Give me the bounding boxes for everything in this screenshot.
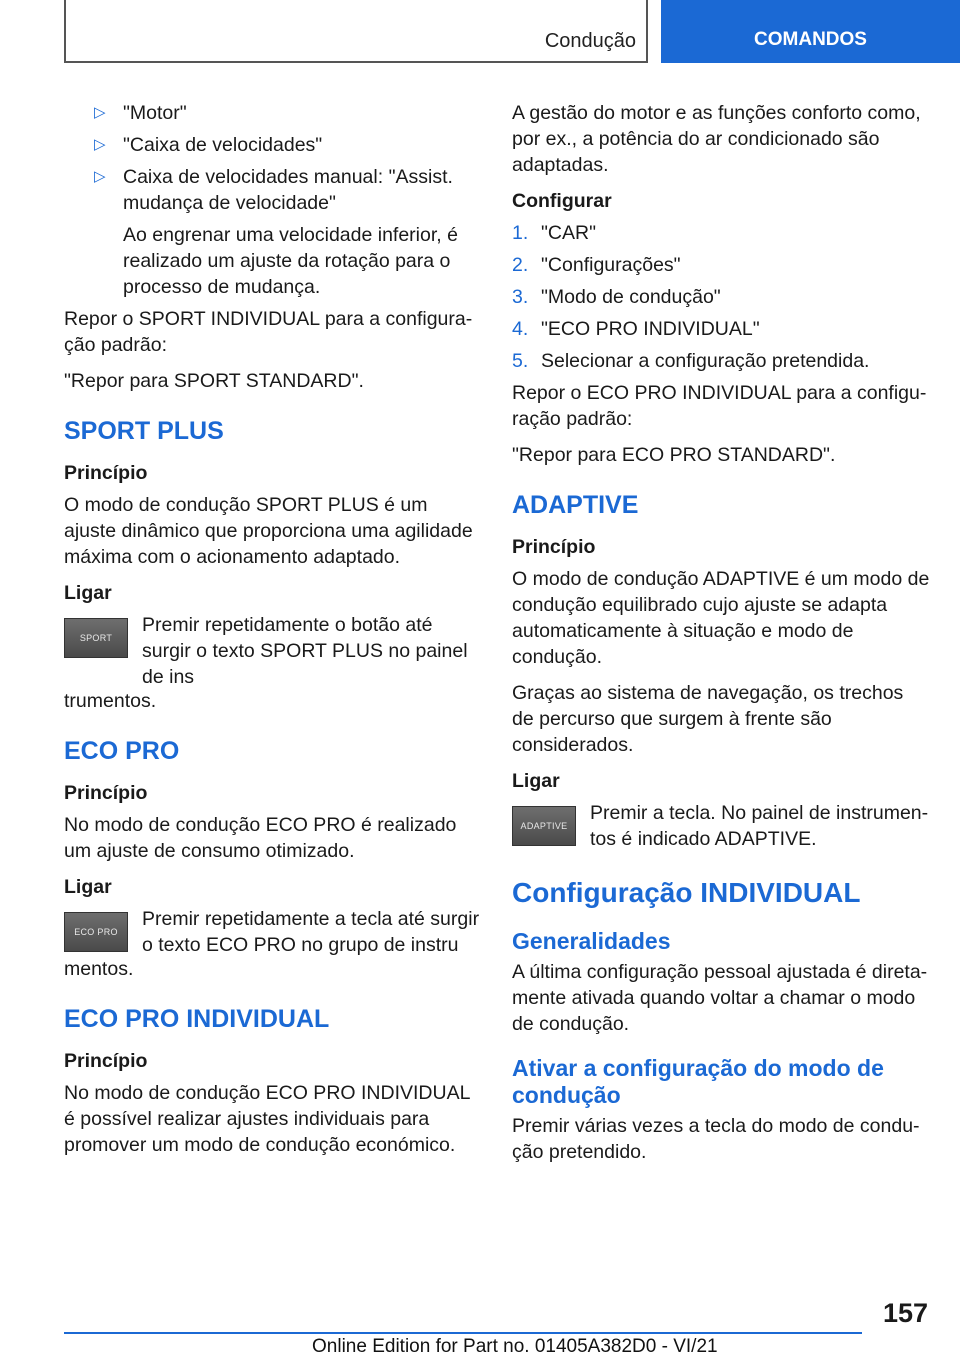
heading-ativar: Ativar a configuração do modo de condução — [512, 1055, 884, 1108]
heading-config-individual: Configuração INDIVIDUAL — [512, 877, 861, 908]
subheading-principle: Princípio — [64, 782, 148, 804]
reset-text: Repor o ECO PRO INDIVIDUAL para a configuração padrão: — [512, 382, 927, 430]
triangle-bullet-icon: ▷ — [94, 136, 106, 153]
right-column — [512, 100, 930, 1175]
subheading-principle: Princípio — [512, 536, 596, 558]
page-number: 157 — [882, 1298, 928, 1328]
reset-command: "Repor para SPORT STANDARD". — [64, 370, 364, 392]
eco-pro-button-icon: ECO PRO — [64, 912, 128, 952]
list-item: ▷ Caixa de velocidades manual: "Assist. mudança de velocidade" — [94, 166, 453, 214]
generalidades-text: A última configuração pessoal ajustada é diretamente ativada quando voltar a chamar o modo de condução. — [512, 961, 928, 1035]
list-item: 2. "Configurações" — [512, 254, 681, 276]
list-item: 3. "Modo de condução" — [512, 286, 721, 308]
adaptive-principle: O modo de condução ADAPTIVE é um modo de condução equilibrado cujo ajuste se adapta automaticamente à situação e modo de condução. — [512, 568, 930, 668]
chapter-tab[interactable]: COMANDOS — [661, 0, 960, 63]
heading-generalidades: Generalidades — [512, 928, 671, 954]
list-item: ▷ "Caixa de velocidades" — [94, 134, 323, 156]
eco-pro-principle: No modo de condução ECO PRO é realizado um ajuste de consumo otimizado. — [64, 814, 457, 862]
list-item: 5. Selecionar a configuração pretendida. — [512, 350, 870, 372]
subheading-configurar: Configurar — [512, 190, 612, 212]
left-column — [64, 100, 484, 1168]
heading-sport-plus: SPORT PLUS — [64, 417, 224, 445]
list-item: 4. "ECO PRO INDIVIDUAL" — [512, 318, 760, 340]
eco-pro-button-row — [64, 906, 484, 958]
reset-command: "Repor para ECO PRO STANDARD". — [512, 444, 836, 466]
eco-pro-ligar-text: Premir repetidamente a tecla até surgir o texto ECO PRO no grupo de instru — [142, 908, 480, 956]
adaptive-navigation: Graças ao sistema de navegação, os trechos de percurso que surgem à frente são considerados. — [512, 682, 904, 756]
edition-text: Online Edition for Part no. 01405A382D0 - VI/21 — [312, 1336, 718, 1357]
heading-adaptive: ADAPTIVE — [512, 491, 639, 519]
triangle-bullet-icon: ▷ — [94, 104, 106, 121]
eco-pro-individual-principle: No modo de condução ECO PRO INDIVIDUAL é possível realizar ajustes individuais para promover um modo de condução económico. — [64, 1082, 470, 1156]
sport-plus-ligar-cont: trumentos. — [64, 690, 157, 712]
adaptive-button-icon: ADAPTIVE — [512, 806, 576, 846]
subheading-principle: Princípio — [64, 1050, 148, 1072]
subheading-principle: Princípio — [64, 462, 148, 484]
ativar-text: Premir várias vezes a tecla do modo de condução pretendido. — [512, 1115, 920, 1163]
footer-divider — [64, 1332, 862, 1334]
sport-plus-principle: O modo de condução SPORT PLUS é um ajuste dinâmico que proporciona uma agilidade máxima com o acionamento adaptado. — [64, 494, 473, 568]
section-title: Condução — [544, 30, 636, 52]
reset-text: Repor o SPORT INDIVIDUAL para a configuração padrão: — [64, 308, 473, 356]
heading-eco-pro: ECO PRO — [64, 737, 180, 765]
eco-pro-ligar-cont: mentos. — [64, 958, 134, 980]
heading-eco-pro-individual: ECO PRO INDIVIDUAL — [64, 1005, 330, 1033]
list-item: 1. "CAR" — [512, 222, 597, 244]
triangle-bullet-icon: ▷ — [94, 168, 106, 185]
subheading-ligar: Ligar — [64, 876, 112, 898]
sport-plus-ligar-text: Premir repetidamente o botão até surgir o texto SPORT PLUS no painel de ins — [142, 614, 468, 688]
sport-button-icon: SPORT — [64, 618, 128, 658]
adaptive-button-row — [512, 800, 930, 852]
subheading-ligar: Ligar — [64, 582, 112, 604]
sport-button-row — [64, 612, 484, 690]
bullet-note: Ao engrenar uma velocidade inferior, é realizado um ajuste da rotação para o processo de mudança. — [123, 224, 458, 298]
list-item: ▷ "Motor" — [94, 102, 187, 124]
subheading-ligar: Ligar — [512, 770, 560, 792]
adaptive-ligar-text: Premir a tecla. No painel de instrumentos é indicado ADAPTIVE. — [590, 802, 929, 850]
intro-text: A gestão do motor e as funções conforto como, por ex., a potência do ar condicionado são adaptadas. — [512, 102, 921, 176]
